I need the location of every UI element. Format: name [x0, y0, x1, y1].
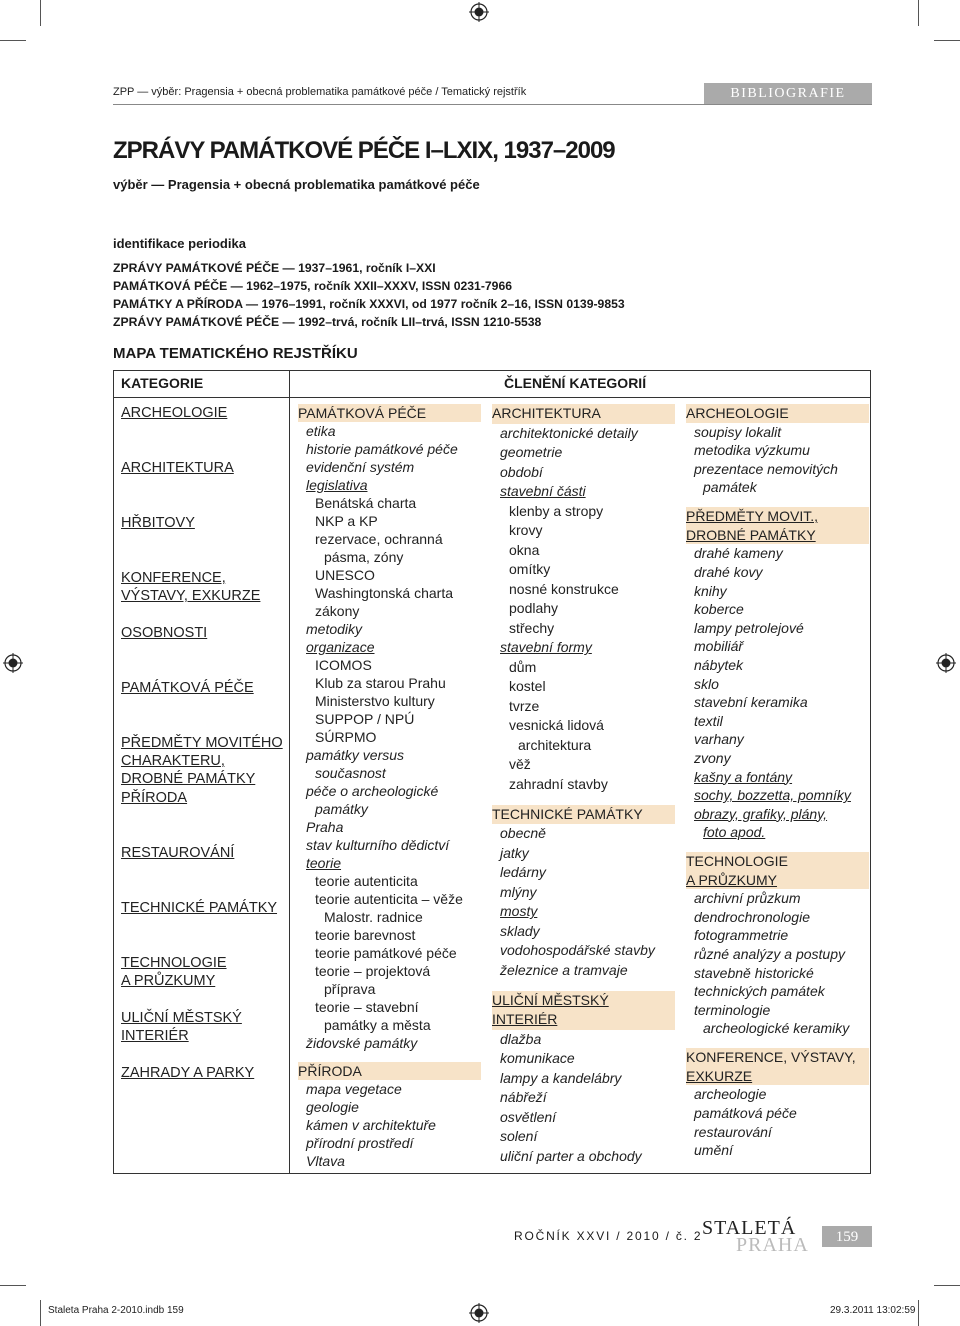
- subcategory-item: organizace: [306, 639, 375, 655]
- subcategory-item: různé analýzy a postupy: [694, 946, 845, 963]
- subcategory-heading: ARCHITEKTURA: [492, 404, 675, 424]
- subcategory-heading: PŘÍRODA: [298, 1062, 481, 1080]
- subcategory-heading: INTERIÉR: [492, 1010, 675, 1030]
- subcategory-item: Malostr. radnice: [324, 909, 423, 925]
- subcategory-item: omítky: [509, 561, 551, 577]
- subcategory-item: Benátská charta: [315, 495, 417, 511]
- subcategory-item: drahé kameny: [694, 545, 783, 562]
- subcategory-heading: TECHNOLOGIE: [686, 852, 869, 871]
- subcategory-item: uliční parter a obchody: [500, 1147, 642, 1164]
- spacer: [694, 842, 869, 852]
- subcategory-item: mobiliář: [694, 638, 744, 655]
- subcategory-item: teorie – stavební: [315, 999, 419, 1015]
- registration-mark-icon: [936, 653, 956, 673]
- subcategory-heading: TECHNICKÉ PAMÁTKY: [492, 805, 675, 825]
- subcategory-item: teorie barevnost: [315, 927, 416, 943]
- spacer: [694, 497, 869, 507]
- category-label: ARCHITEKTURA: [121, 460, 234, 476]
- subcategory-item: solení: [500, 1128, 538, 1145]
- subcategory-item: ledárny: [500, 864, 546, 881]
- subcategory-item: nábřeží: [500, 1089, 547, 1106]
- subcategory-item: Washingtonská charta: [315, 585, 453, 601]
- subcategory-column-3: [686, 404, 869, 1160]
- subcategory-item: stavební formy: [500, 639, 592, 655]
- subcategory-item: teorie – projektová: [315, 963, 431, 979]
- category-label: PAMÁTKOVÁ PÉČE: [121, 680, 254, 696]
- category-label: A PRŮZKUMY: [121, 973, 216, 989]
- identification-line: ZPRÁVY PAMÁTKOVÉ PÉČE — 1937–1961, ročník I–XXI: [113, 261, 436, 275]
- subcategory-item: Praha: [306, 819, 344, 835]
- registration-mark-icon: [3, 653, 23, 673]
- slug-timestamp: 29.3.2011 13:02:59: [830, 1305, 916, 1316]
- page-title: ZPRÁVY PAMÁTKOVÉ PÉČE I–LXIX, 1937–2009: [113, 137, 615, 164]
- subcategory-item: koberce: [694, 601, 744, 618]
- subcategory-item: vodohospodářské stavby: [500, 942, 655, 959]
- subcategory-item: rezervace, ochranná: [315, 531, 443, 547]
- registration-mark-icon: [469, 1303, 489, 1323]
- subcategory-item: období: [500, 463, 543, 480]
- category-label: ARCHEOLOGIE: [121, 405, 228, 421]
- subcategory-item: krovy: [509, 522, 543, 538]
- category-label: ULIČNÍ MĚSTSKÝ: [121, 1010, 242, 1026]
- subcategory-item: železnice a tramvaje: [500, 961, 628, 978]
- subcategory-item: archeologické keramiky: [703, 1020, 850, 1037]
- subcategory-heading: KONFERENCE, VÝSTAVY,: [686, 1048, 869, 1067]
- category-label: OSOBNOSTI: [121, 625, 208, 641]
- subcategory-item: restaurování: [694, 1123, 772, 1140]
- category-label: TECHNICKÉ PAMÁTKY: [121, 900, 278, 916]
- subcategory-item: technických památek: [694, 983, 825, 1000]
- category-label: VÝSTAVY, EXKURZE: [121, 588, 261, 604]
- subcategory-item: SÚRPMO: [315, 729, 377, 745]
- subcategory-item: UNESCO: [315, 567, 375, 583]
- subcategory-column-2: [492, 404, 675, 1166]
- subcategory-item: prezentace nemovitých: [694, 460, 838, 477]
- subcategory-heading: ULIČNÍ MĚSTSKÝ: [492, 991, 675, 1011]
- category-label: RESTAUROVÁNÍ: [121, 845, 235, 861]
- subcategory-item: židovské památky: [306, 1035, 418, 1051]
- subcategory-item: teorie autenticita: [315, 873, 418, 889]
- subcategory-item: stavebně historické: [694, 964, 814, 981]
- running-header: ZPP — výběr: Pragensia + obecná problematika památkové péče / Tematický rejstřík: [113, 86, 527, 98]
- category-label: PŘÍRODA: [121, 790, 188, 806]
- subcategory-item: nosné konstrukce: [509, 580, 619, 597]
- subcategory-item: přírodní prostředí: [306, 1134, 414, 1151]
- subcategory-item: současnost: [315, 765, 386, 781]
- subcategory-item: teorie autenticita – věže: [315, 891, 463, 907]
- subcategory-item: geologie: [306, 1098, 359, 1115]
- identification-line: PAMÁTKOVÁ PÉČE — 1962–1975, ročník XXII–XXXV, ISSN 0231-7966: [113, 279, 512, 293]
- subcategory-item: stav kulturního dědictví: [306, 837, 450, 853]
- subcategory-item: varhany: [694, 731, 744, 748]
- subcategory-heading: A PRŮZKUMY: [686, 871, 869, 890]
- table-header-categories: KATEGORIE: [121, 375, 204, 391]
- subcategory-item: okna: [509, 541, 540, 558]
- subcategory-item: kostel: [509, 678, 546, 694]
- subcategory-item: metodiky: [306, 621, 363, 637]
- category-label: ZAHRADY A PARKY: [121, 1065, 255, 1081]
- subcategory-item: zákony: [315, 603, 360, 619]
- page-subtitle: výběr — Pragensia + obecná problematika památkové péče: [113, 177, 480, 192]
- subcategory-item: umění: [694, 1142, 733, 1159]
- subcategory-item: věž: [509, 756, 531, 772]
- table-header-subcategories: ČLENĚNÍ KATEGORIÍ: [504, 375, 647, 391]
- subcategory-item: příprava: [324, 981, 376, 997]
- subcategory-item: památky a města: [324, 1017, 431, 1033]
- subcategory-item: teorie: [306, 855, 342, 871]
- subcategory-heading: EXKURZE: [686, 1067, 869, 1086]
- subcategory-item: mosty: [500, 903, 538, 920]
- subcategory-column-1: [298, 404, 481, 1170]
- subcategory-item: nábytek: [694, 656, 744, 673]
- subcategory-item: stavební části: [500, 483, 586, 499]
- subcategory-item: teorie památkové péče: [315, 945, 457, 961]
- subcategory-item: péče o archeologické: [306, 783, 439, 799]
- volume-info: ROČNÍK XXVI / 2010 / č. 2: [514, 1229, 703, 1243]
- subcategory-heading: PŘEDMĚTY MOVIT.,: [686, 507, 869, 526]
- subcategory-item: památková péče: [694, 1105, 797, 1122]
- subcategory-item: sochy, bozzetta, pomníky: [694, 787, 851, 804]
- subcategory-item: SUPPOP / NPÚ: [315, 711, 415, 727]
- subcategory-item: legislativa: [306, 477, 368, 493]
- header-rule: [113, 104, 872, 105]
- subcategory-item: tvrze: [509, 697, 540, 714]
- subcategory-heading: DROBNÉ PAMÁTKY: [686, 526, 869, 545]
- subcategory-item: stavební keramika: [694, 694, 808, 711]
- subcategory-heading: ARCHEOLOGIE: [686, 404, 869, 423]
- subcategory-item: soupisy lokalit: [694, 423, 782, 440]
- slug-file: Staleta Praha 2-2010.indb 159: [48, 1305, 184, 1316]
- subcategory-item: lampy a kandelábry: [500, 1069, 622, 1086]
- subcategory-item: mapa vegetace: [306, 1080, 402, 1097]
- subcategory-item: památky: [315, 801, 368, 817]
- category-label: KONFERENCE,: [121, 570, 226, 586]
- subcategory-item: osvětlení: [500, 1108, 557, 1125]
- subcategory-item: architektura: [518, 736, 592, 753]
- subcategory-item: dendrochronologie: [694, 908, 810, 925]
- logo-staleta: STALETÁ: [702, 1217, 797, 1239]
- category-label: DROBNÉ PAMÁTKY: [121, 771, 256, 787]
- subcategory-item: zvony: [694, 749, 731, 766]
- identification-line: PAMÁTKY A PŘÍRODA — 1976–1991, ročník XXXVI, od 1977 ročník 2–16, ISSN 0139-9853: [113, 297, 625, 311]
- subcategory-item: Vltava: [306, 1152, 345, 1169]
- table-column-divider: [289, 370, 290, 1174]
- map-title: MAPA TEMATICKÉHO REJSTŘÍKU: [113, 345, 358, 362]
- subcategory-item: obrazy, grafiky, plány,: [694, 805, 828, 822]
- subcategory-item: pásma, zóny: [324, 549, 404, 565]
- identification-lines: [113, 259, 625, 331]
- subcategory-item: archeologie: [694, 1086, 767, 1103]
- subcategory-item: kámen v architektuře: [306, 1116, 436, 1133]
- logo-praha: PRAHA: [736, 1234, 809, 1256]
- category-label: INTERIÉR: [121, 1028, 189, 1044]
- subcategory-item: jatky: [500, 844, 529, 861]
- subcategory-item: geometrie: [500, 444, 563, 460]
- spacer: [694, 1038, 869, 1048]
- identification-line: ZPRÁVY PAMÁTKOVÉ PÉČE — 1992–trvá, ročník LII–trvá, ISSN 1210-5538: [113, 315, 542, 329]
- subcategory-item: etika: [306, 423, 336, 439]
- section-badge: BIBLIOGRAFIE: [704, 83, 872, 104]
- subcategory-item: architektonické detaily: [500, 424, 638, 441]
- category-label: PŘEDMĚTY MOVITÉHO: [121, 735, 283, 751]
- subcategory-item: Ministerstvo kultury: [315, 693, 435, 709]
- identification-label: identifikace periodika: [113, 236, 246, 251]
- subcategory-item: terminologie: [694, 1001, 771, 1018]
- subcategory-item: vesnická lidová: [509, 717, 604, 733]
- subcategory-item: dům: [509, 658, 537, 675]
- category-label: TECHNOLOGIE: [121, 955, 227, 971]
- category-label: CHARAKTERU,: [121, 753, 225, 769]
- subcategory-item: lampy petrolejové: [694, 619, 804, 636]
- subcategory-item: kašny a fontány: [694, 768, 793, 785]
- subcategory-item: zahradní stavby: [509, 775, 608, 792]
- subcategory-item: podlahy: [509, 600, 559, 616]
- subcategory-item: foto apod.: [703, 824, 766, 841]
- subcategory-item: střechy: [509, 619, 555, 636]
- subcategory-item: mlýny: [500, 883, 537, 900]
- subcategory-item: fotogrammetrie: [694, 927, 789, 944]
- subcategory-item: památky versus: [306, 747, 405, 763]
- page-number: 159: [822, 1226, 872, 1247]
- subcategory-item: památek: [703, 479, 757, 496]
- spacer: [500, 980, 675, 991]
- subcategory-item: dlažba: [500, 1030, 542, 1047]
- subcategory-item: historie památkové péče: [306, 441, 458, 457]
- subcategory-item: komunikace: [500, 1050, 575, 1067]
- subcategory-item: evidenční systém: [306, 459, 415, 475]
- subcategory-item: Klub za starou Prahu: [315, 675, 446, 691]
- subcategory-item: sklady: [500, 922, 540, 939]
- subcategory-item: obecně: [500, 825, 546, 842]
- subcategory-item: archivní průzkum: [694, 890, 801, 907]
- subcategory-item: drahé kovy: [694, 563, 763, 580]
- subcategory-item: knihy: [694, 582, 727, 599]
- spacer: [500, 794, 675, 805]
- spacer: [306, 1052, 481, 1062]
- registration-mark-icon: [469, 2, 489, 22]
- category-label: HŘBITOVY: [121, 515, 195, 531]
- subcategory-item: metodika výzkumu: [694, 442, 810, 459]
- subcategory-item: klenby a stropy: [509, 502, 604, 519]
- subcategory-heading: PAMÁTKOVÁ PÉČE: [298, 404, 481, 422]
- subcategory-item: textil: [694, 712, 723, 729]
- subcategory-item: sklo: [694, 675, 719, 692]
- table-header-rule: [113, 397, 871, 398]
- subcategory-item: ICOMOS: [315, 657, 372, 673]
- subcategory-item: NKP a KP: [315, 513, 378, 529]
